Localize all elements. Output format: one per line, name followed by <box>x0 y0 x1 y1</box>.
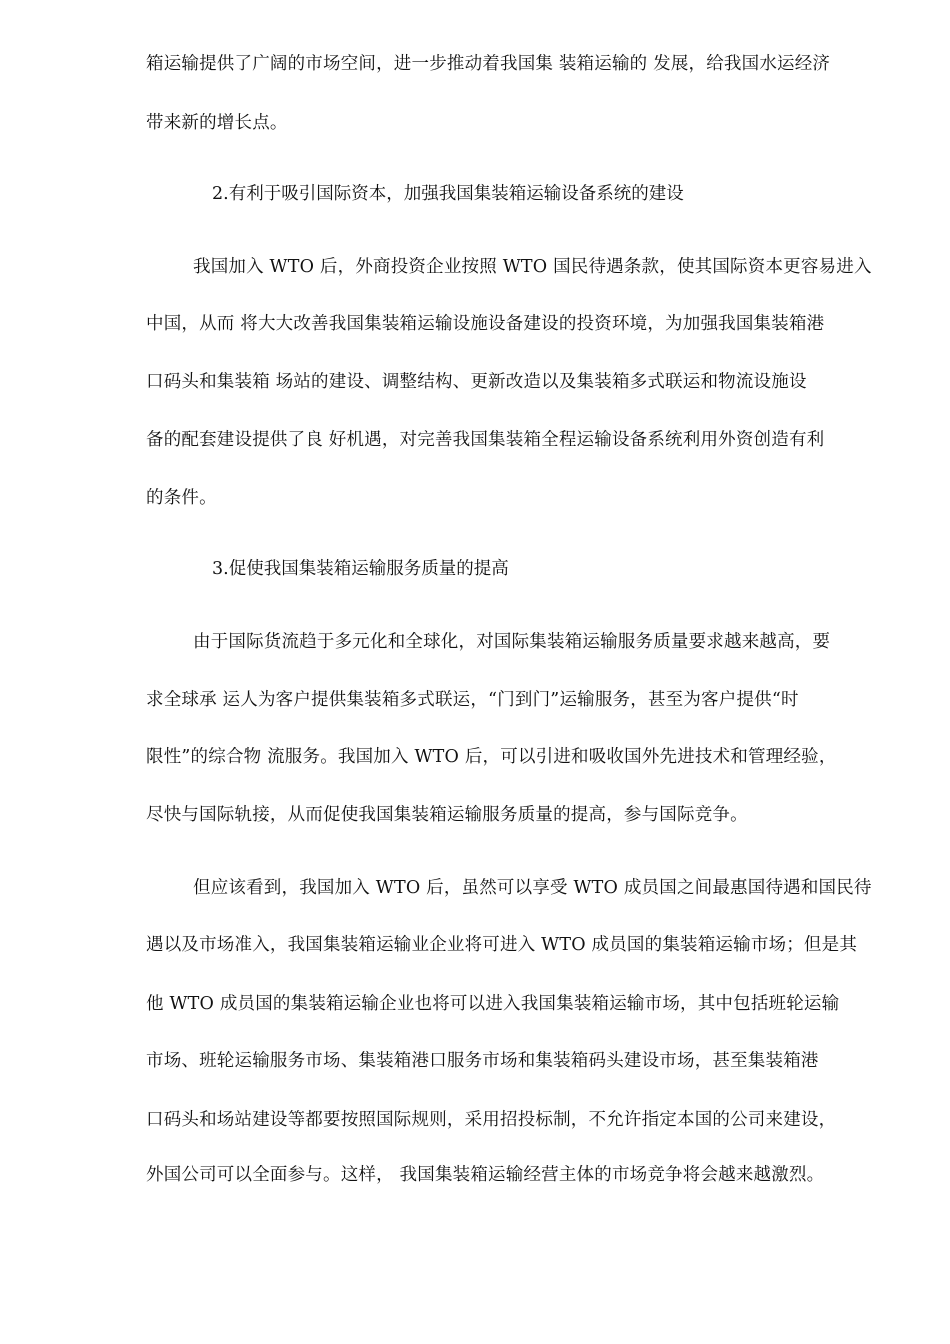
paragraph-4-line-2: 遇以及市场准入，我国集装箱运输业企业将可进入 WTO 成员国的集装箱运输市场；但是其 <box>146 935 858 955</box>
section-heading-2: 2.有利于吸引国际资本，加强我国集装箱运输设备系统的建设 <box>212 184 684 204</box>
paragraph-4-line-5: 口码头和场站建设等都要按照国际规则，采用招投标制，不允许指定本国的公司来建设， <box>146 1110 837 1130</box>
paragraph-3-line-4: 尽快与国际轨接，从而促使我国集装箱运输服务质量的提高，参与国际竞争。 <box>146 805 748 825</box>
paragraph-2-line-2: 中国，从而 将大大改善我国集装箱运输设施设备建设的投资环境，为加强我国集装箱港 <box>146 314 825 334</box>
paragraph-2-line-4: 备的配套建设提供了良 好机遇，对完善我国集装箱全程运输设备系统利用外资创造有利 <box>146 430 825 450</box>
paragraph-4-line-4: 市场、班轮运输服务市场、集装箱港口服务市场和集装箱码头建设市场，甚至集装箱港 <box>146 1051 819 1071</box>
paragraph-2-line-1: 我国加入 WTO 后，外商投资企业按照 WTO 国民待遇条款，使其国际资本更容易进入 <box>193 257 872 277</box>
paragraph-3-line-2: 求全球承 运人为客户提供集装箱多式联运，“门到门”运输服务，甚至为客户提供“时 <box>146 690 799 710</box>
paragraph-4-line-3: 他 WTO 成员国的集装箱运输企业也将可以进入我国集装箱运输市场，其中包括班轮运输 <box>146 994 840 1014</box>
paragraph-2-line-5: 的条件。 <box>146 488 217 508</box>
paragraph-3-line-3: 限性”的综合物 流服务。我国加入 WTO 后，可以引进和吸收国外先进技术和管理经验， <box>146 747 837 767</box>
paragraph-4-line-6: 外国公司可以全面参与。这样， 我国集装箱运输经营主体的市场竞争将会越来越激烈。 <box>146 1165 825 1185</box>
section-heading-3: 3.促使我国集装箱运输服务质量的提高 <box>212 559 509 579</box>
paragraph-2-line-3: 口码头和集装箱 场站的建设、调整结构、更新改造以及集装箱多式联运和物流设施设 <box>146 372 807 392</box>
paragraph-4-line-1: 但应该看到，我国加入 WTO 后，虽然可以享受 WTO 成员国之间最惠国待遇和国民待 <box>193 878 872 898</box>
paragraph-1-line-1: 箱运输提供了广阔的市场空间，进一步推动着我国集 装箱运输的 发展，给我国水运经济 <box>146 54 831 74</box>
paragraph-3-line-1: 由于国际货流趋于多元化和全球化，对国际集装箱运输服务质量要求越来越高，要 <box>193 632 831 652</box>
paragraph-1-line-2: 带来新的增长点。 <box>146 113 288 133</box>
